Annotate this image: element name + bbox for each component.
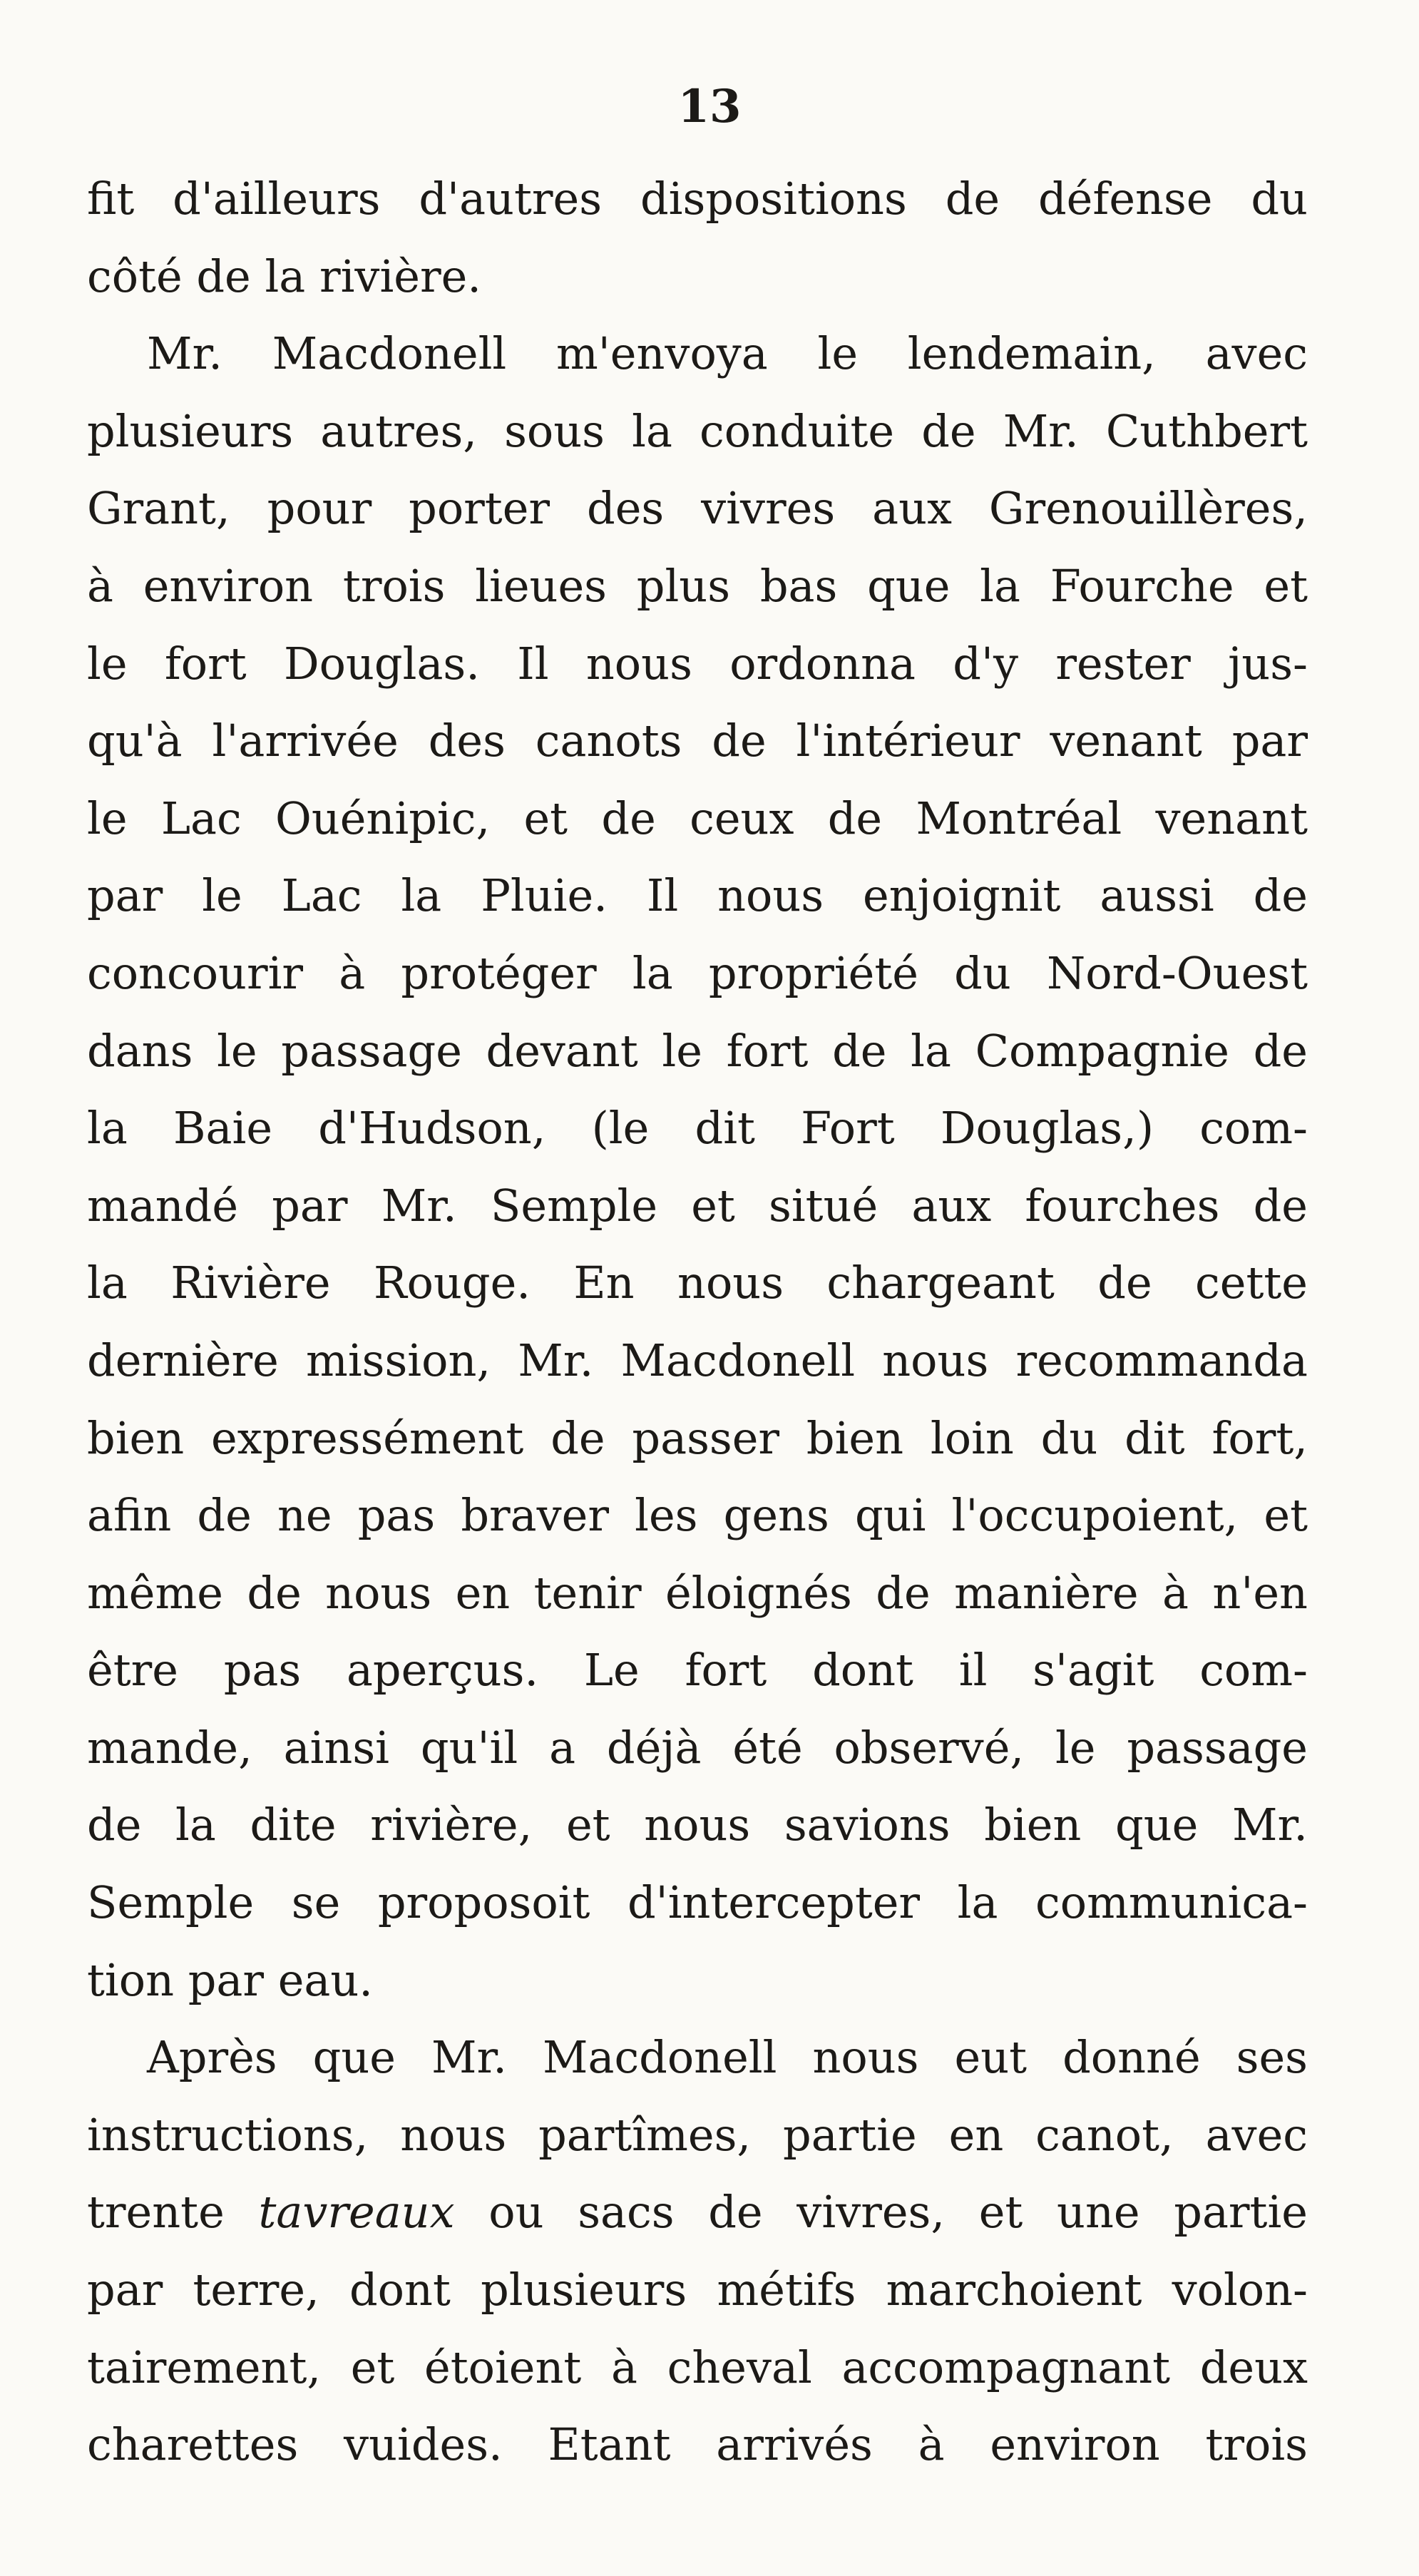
text-line: concourir à protéger la propriété du Nord-Ouest (87, 946, 1308, 999)
text-line: la Rivière Rouge. En nous chargeant de cette (87, 1257, 1308, 1309)
text-line: afin de ne pas braver les gens qui l'occupoient, et (87, 1489, 1308, 1542)
text-line: être pas aperçus. Le fort dont il s'agit com- (87, 1644, 1308, 1697)
text-line (87, 2174, 1308, 2252)
text-line: Grant, pour porter des vivres aux Grenouillères, (87, 482, 1308, 535)
text-line: même de nous en tenir éloignés de manière à n'en (87, 1566, 1308, 1619)
text-line: plusieurs autres, sous la conduite de Mr. Cuthbert (87, 404, 1308, 457)
text-line: fit d'ailleurs d'autres dispositions de défense du (87, 173, 1308, 225)
text-line: dernière mission, Mr. Macdonell nous recommanda (87, 1334, 1308, 1386)
body-text (87, 160, 1308, 2484)
text-line: côté de la rivière. (87, 250, 482, 302)
text-line: dans le passage devant le fort de la Compagnie de (87, 1024, 1308, 1077)
text-line: tairement, et étoient à cheval accompagnant deux (87, 2341, 1308, 2393)
text-line: bien expressément de passer bien loin du dit fort, (87, 1411, 1308, 1464)
page-number: 13 (677, 80, 742, 133)
text-line: qu'à l'arrivée des canots de l'intérieur venant par (87, 715, 1308, 767)
text-line: par terre, dont plusieurs métifs marchoient volon- (87, 2264, 1308, 2316)
text-line: instructions, nous partîmes, partie en canot, avec (87, 2108, 1308, 2161)
text-line: par le Lac la Pluie. Il nous enjoignit aussi de (87, 869, 1308, 922)
text-segment: trente (87, 2186, 259, 2239)
text-line: mandé par Mr. Semple et situé aux fourches de (87, 1179, 1308, 1232)
text-line: charettes vuides. Etant arrivés à environ trois (87, 2418, 1308, 2471)
text-line: Mr. Macdonell m'envoya le lendemain, avec (147, 327, 1308, 380)
text-line: Après que Mr. Macdonell nous eut donné ses (147, 2031, 1308, 2084)
text-line: le fort Douglas. Il nous ordonna d'y rester jus- (87, 637, 1308, 690)
text-line: le Lac Ouénipic, et de ceux de Montréal venant (87, 792, 1308, 844)
text-line: tion par eau. (87, 1953, 374, 2006)
italic-word: tavreaux (258, 2186, 455, 2239)
text-line: de la dite rivière, et nous savions bien que Mr. (87, 1799, 1308, 1851)
text-line: à environ trois lieues plus bas que la Fourche et (87, 559, 1308, 612)
text-line: la Baie d'Hudson, (le dit Fort Douglas,) com- (87, 1102, 1308, 1155)
text-line: mande, ainsi qu'il a déjà été observé, le passage (87, 1721, 1308, 1774)
text-line: Semple se proposoit d'intercepter la communica- (87, 1876, 1308, 1929)
text-segment: ou sacs de vivres, et une partie (454, 2186, 1308, 2239)
